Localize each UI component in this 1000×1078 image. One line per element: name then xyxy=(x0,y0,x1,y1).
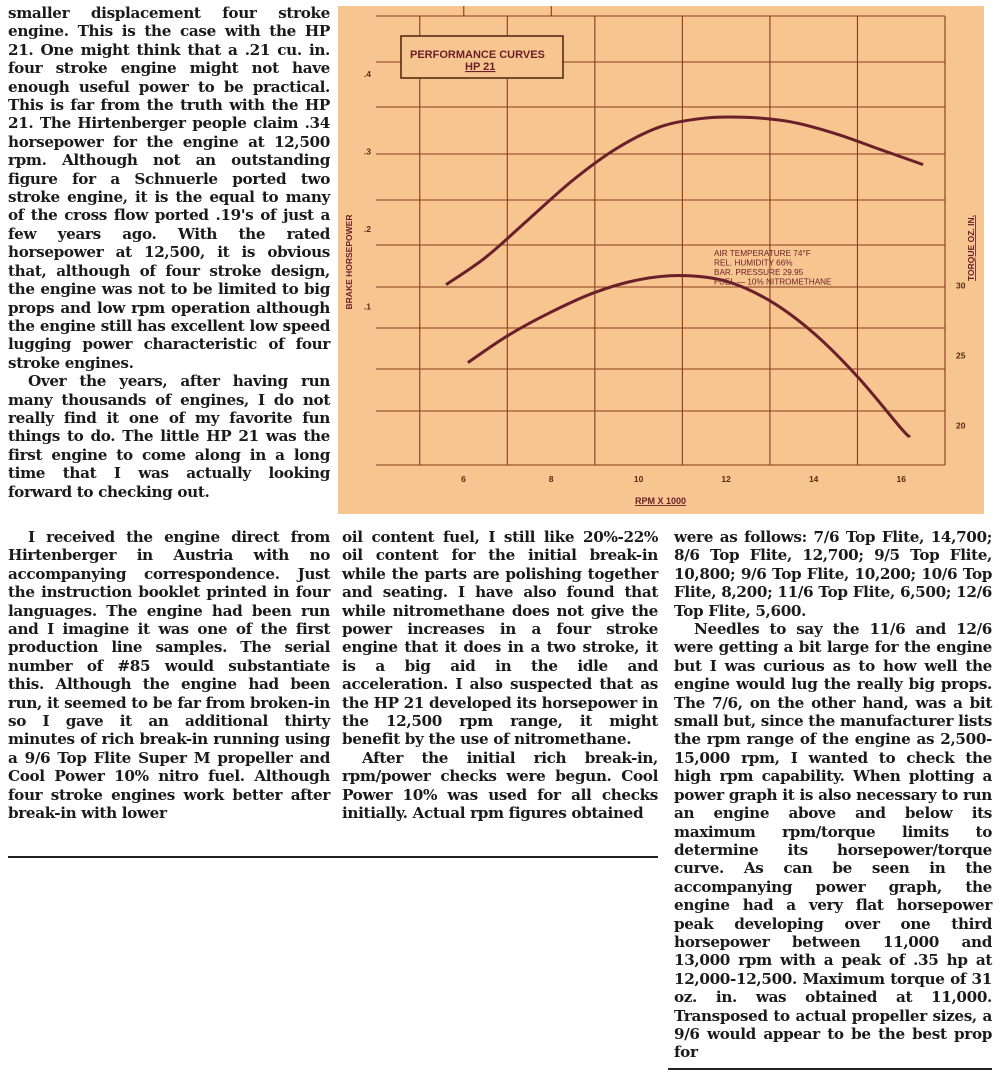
paragraph: oil content fuel, I still like 20%-22% oil content for the initial break-in while the parts are polishing together and seating. I have also found that while nitromethane does not give the power increases in a four stroke engine that it does in a two stroke, it is a big aid in the idle and acceleration. I also suspected that as the HP 21 developed its horsepower in the 12,500 rpm range, it might benefit by the use of nitromethane. xyxy=(342,528,658,749)
x-tick-label: 6 xyxy=(461,474,466,484)
paragraph: After the initial rich break-in, rpm/power checks were begun. Cool Power 10% was used for all checks initially. Actual rpm figures obtained xyxy=(342,748,658,823)
x-tick-label: 16 xyxy=(896,474,906,484)
article-column-1 xyxy=(8,4,330,501)
x-tick-label: 14 xyxy=(808,474,819,484)
hp-tick-label: .2 xyxy=(363,223,371,234)
torque-tick-label: 20 xyxy=(956,420,966,431)
conditions-note-line: AIR TEMPERATURE 74°F xyxy=(714,249,811,258)
chart-title: PERFORMANCE CURVES xyxy=(410,49,545,61)
performance-chart xyxy=(338,6,984,514)
chart-subtitle: HP 21 xyxy=(465,61,496,73)
paragraph: Over the years, after having run many thousands of engines, I do not really find it one of my favorite fun things to do. The little HP 21 was the first engine to come along in a long time that I was actually looking forward to checking out. xyxy=(8,372,330,501)
hp-tick-label: .4 xyxy=(363,69,371,80)
torque-curve xyxy=(468,276,910,437)
paragraph: were as follows: 7/6 Top Flite, 14,700; 8/6 Top Flite, 12,700; 9/5 Top Flite, 10,800; 9/6 Top Flite, 10,200; 10/6 Top Flite, 8,200; 11/6 Top Flite, 6,500; 12/6 Top Flite, 5,600. xyxy=(674,528,992,620)
conditions-note-line: REL. HUMIDITY 66% xyxy=(714,258,793,268)
conditions-note-line: BAR. PRESSURE 29.95 xyxy=(714,268,804,277)
article-column-3 xyxy=(674,528,992,1062)
paragraph: smaller displacement four stroke engine. This is the case with the HP 21. One might think that a .21 cu. in. four stroke engine might not have enough useful power to be practical. This is far from the truth with the HP 21. The Hirtenberger people claim .34 horsepower for the engine at 12,500 rpm. Although not an outstanding figure for a Schnuerle ported two stroke engine, it is the equal to many of the cross flow ported .19's of just a few years ago. With the rated horsepower at 12,500, it is obvious that, although of four stroke design, the engine was not to be limited to big props and low rpm operation although the engine still has excellent low speed lugging power characteristic of four stroke engines. xyxy=(8,4,330,372)
torque-tick-label: 30 xyxy=(956,280,966,291)
x-axis-label: RPM X 1000 xyxy=(634,496,687,506)
article-column-2 xyxy=(342,528,658,823)
y-axis-right-label: TORQUE OZ. IN. xyxy=(966,215,976,281)
paragraph: I received the engine direct from Hirtenberger in Austria with no accompanying correspondence. Just the instruction booklet printed in four languages. The engine had been run and I imagine it was one of the first production line samples. The serial number of #85 would substantiate this. Although the engine had been run, it seemed to be far from broken-in so I gave it an additional thirty minutes of rich break-in running using a 9/6 Top Flite Super M propeller and Cool Power 10% nitro fuel. Although four stroke engines work better after break-in with lower xyxy=(8,528,330,823)
paragraph: Needles to say the 11/6 and 12/6 were getting a bit large for the engine but I was curious as to how well the engine would lug the really big props. The 7/6, on the other hand, was a bit small but, since the manufacturer lists the rpm range of the engine as 2,500-15,000 rpm, I wanted to check the high rpm capability. When plotting a power graph it is also necessary to run an engine above and below its maximum rpm/torque limits to determine its horsepower/torque curve. As can be seen in the accompanying power graph, the engine had a very flat horsepower peak developing over one third horsepower between 11,000 and 13,000 rpm with a peak of .35 hp at 12,000-12,500. Maximum torque of 31 oz. in. was obtained at 11,000. Transposed to actual propeller sizes, a 9/6 would appear to be the best prop for xyxy=(674,620,992,1062)
x-tick-label: 8 xyxy=(548,474,554,484)
x-tick-label: 10 xyxy=(633,474,644,484)
hp-tick-label: .3 xyxy=(363,146,371,157)
x-tick-label: 12 xyxy=(721,474,731,484)
article-column-1-continued xyxy=(8,528,330,823)
horsepower-curve xyxy=(446,117,923,285)
column-rule-bottom-left xyxy=(8,856,658,858)
torque-tick-label: 25 xyxy=(956,350,966,361)
y-axis-left-label: BRAKE HORSEPOWER xyxy=(344,214,354,310)
conditions-note-line: FUEL — 10% NITROMETHANE xyxy=(714,277,832,287)
hp-tick-label: .1 xyxy=(363,301,371,312)
chart-canvas xyxy=(338,6,984,514)
column-rule-bottom-right xyxy=(668,1068,992,1070)
